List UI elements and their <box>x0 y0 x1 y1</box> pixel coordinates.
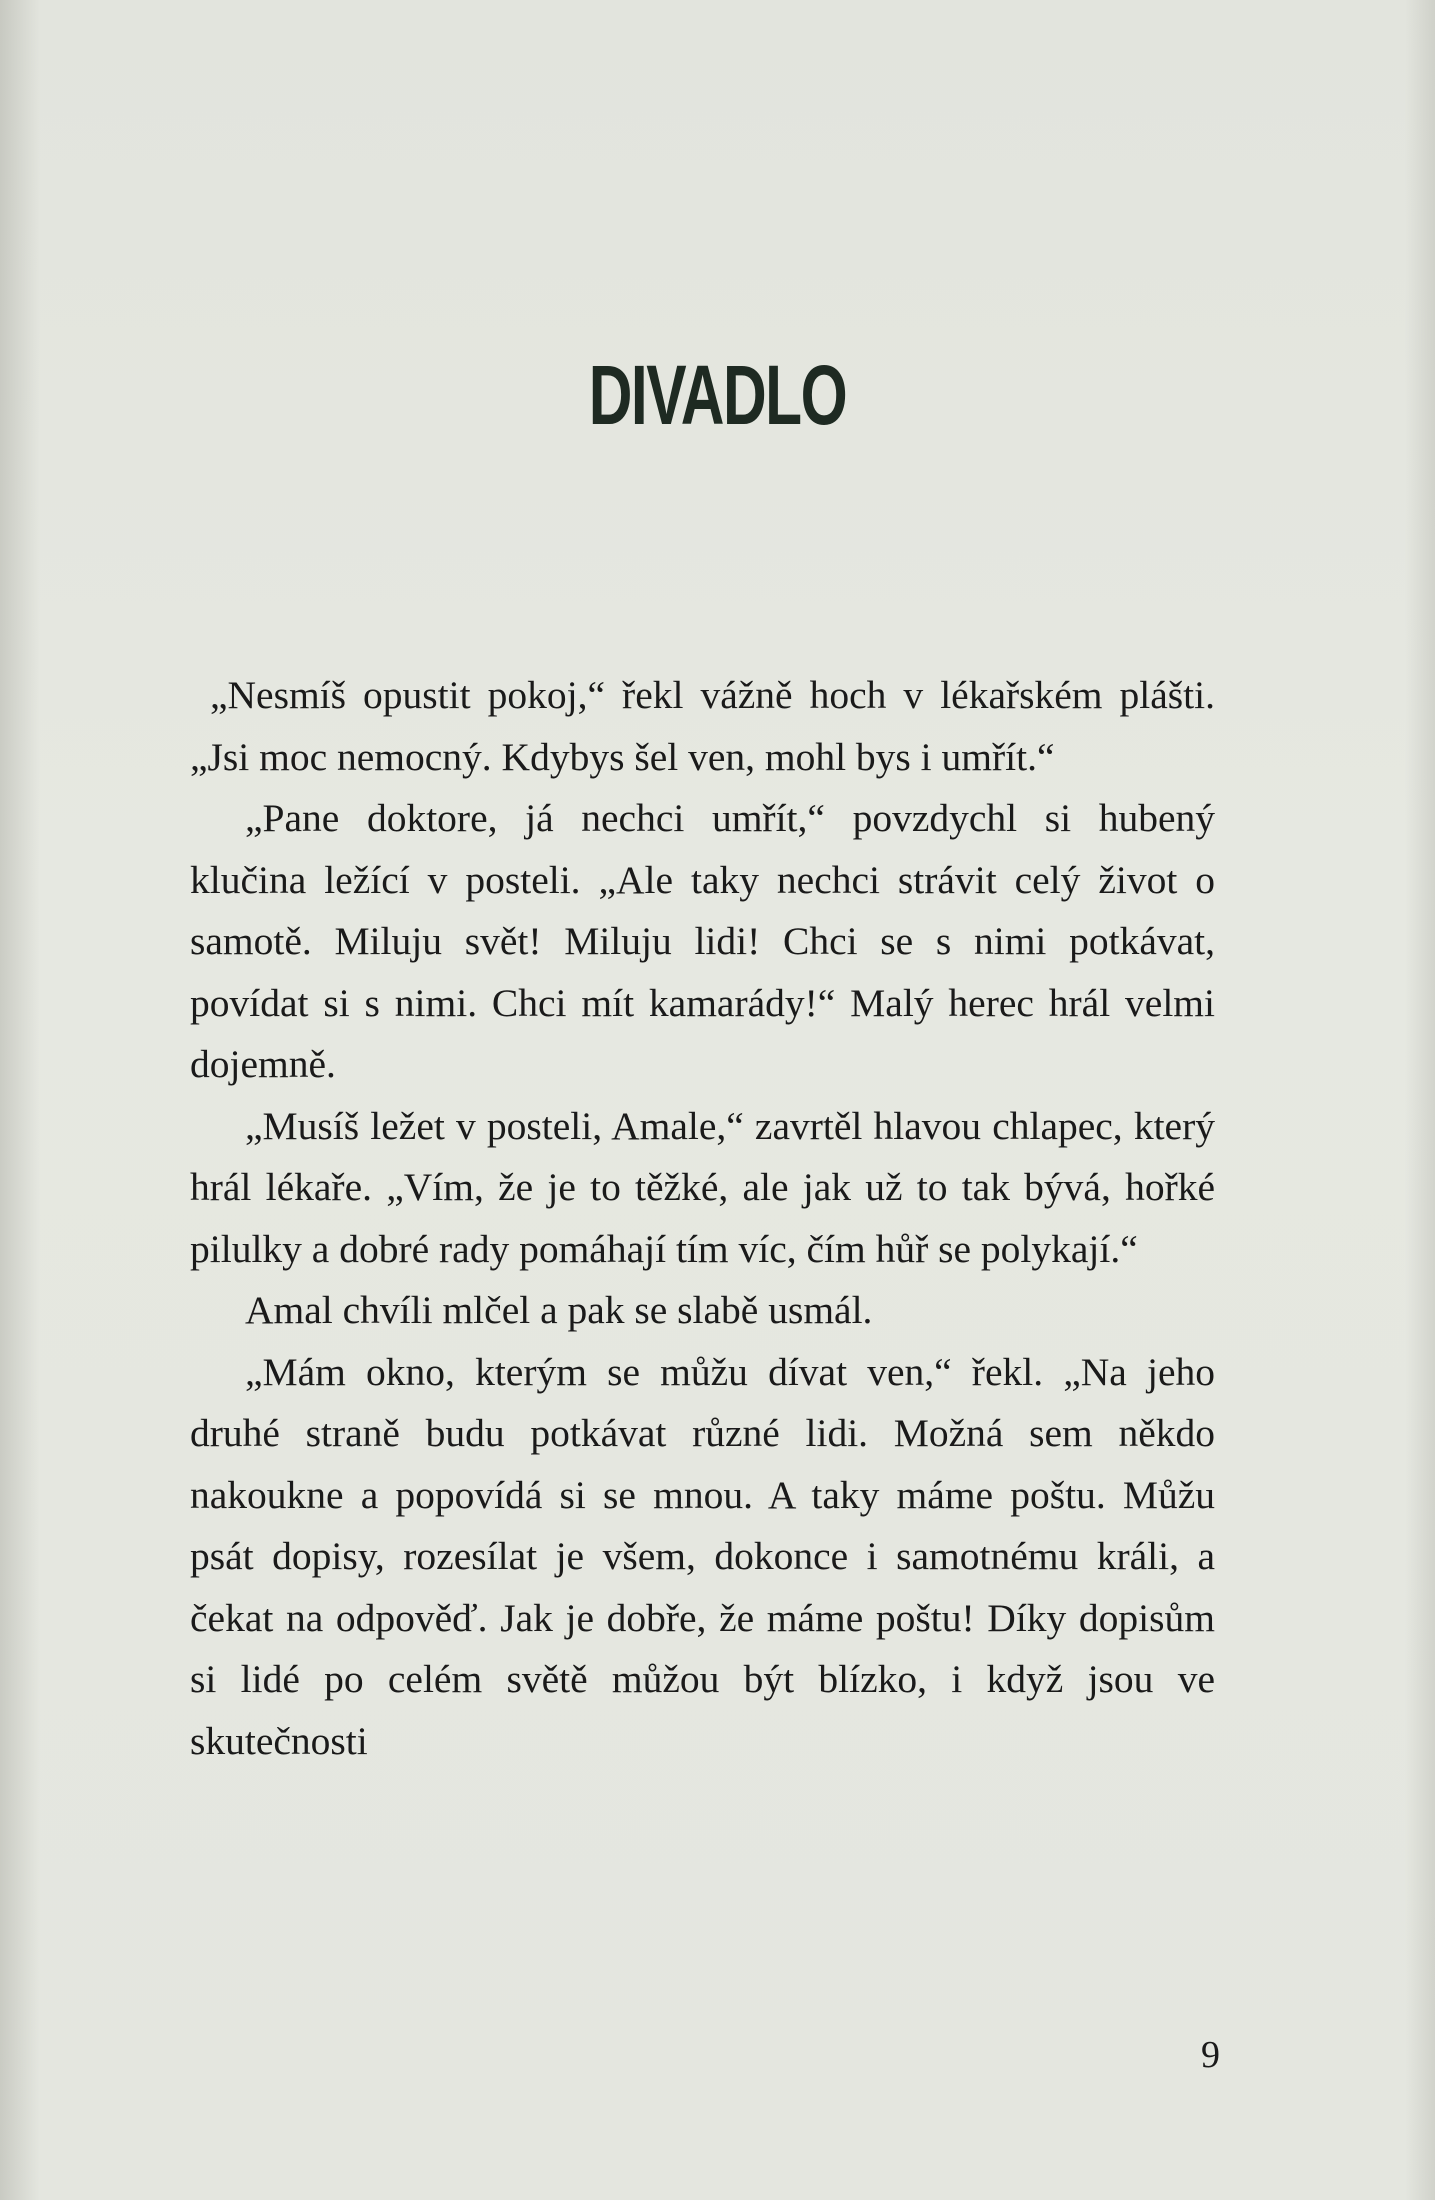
paragraph: „Musíš ležet v posteli, Amale,“ zavrtěl hlavou chlapec, který hrál lékaře. „Vím, že je to těžké, ale jak už to tak bývá, hořké pilulky a dobré rady pomáhají tím víc, čím hůř se polykají.“ <box>190 1103 1215 1271</box>
paragraph: „Mám okno, kterým se můžu dívat ven,“ řekl. „Na jeho druhé straně budu potkávat různé lidi. Možná sem někdo nakoukne a popovídá si se mnou. A taky máme poštu. Můžu psát dopisy, rozesílat je všem, dokonce i samotnému králi, a čekat na odpověď. Jak je dobře, že máme poštu! Díky dopisům si lidé po celém světě můžou být blízko, i když jsou ve skutečnosti <box>190 1349 1215 1763</box>
paragraph: „Pane doktore, já nechci umřít,“ povzdychl si hubený klučina ležící v posteli. „Ale taky nechci strávit celý život o samotě. Miluju svět! Miluju lidi! Chci se s nimi potkávat, povídat si s nimi. Chci mít kamarády!“ Malý herec hrál velmi dojemně. <box>190 796 1215 1086</box>
body-text <box>190 665 1215 1772</box>
paragraph: Amal chvíli mlčel a pak se slabě usmál. <box>245 1288 873 1332</box>
chapter-title: DIVADLO <box>588 348 847 442</box>
paragraph: „Nesmíš opustit pokoj,“ řekl vážně hoch v lékařském plášti. „Jsi moc nemocný. Kdybys šel ven, mohl bys i umřít.“ <box>190 673 1215 779</box>
page-number: 9 <box>1201 2034 1220 2076</box>
